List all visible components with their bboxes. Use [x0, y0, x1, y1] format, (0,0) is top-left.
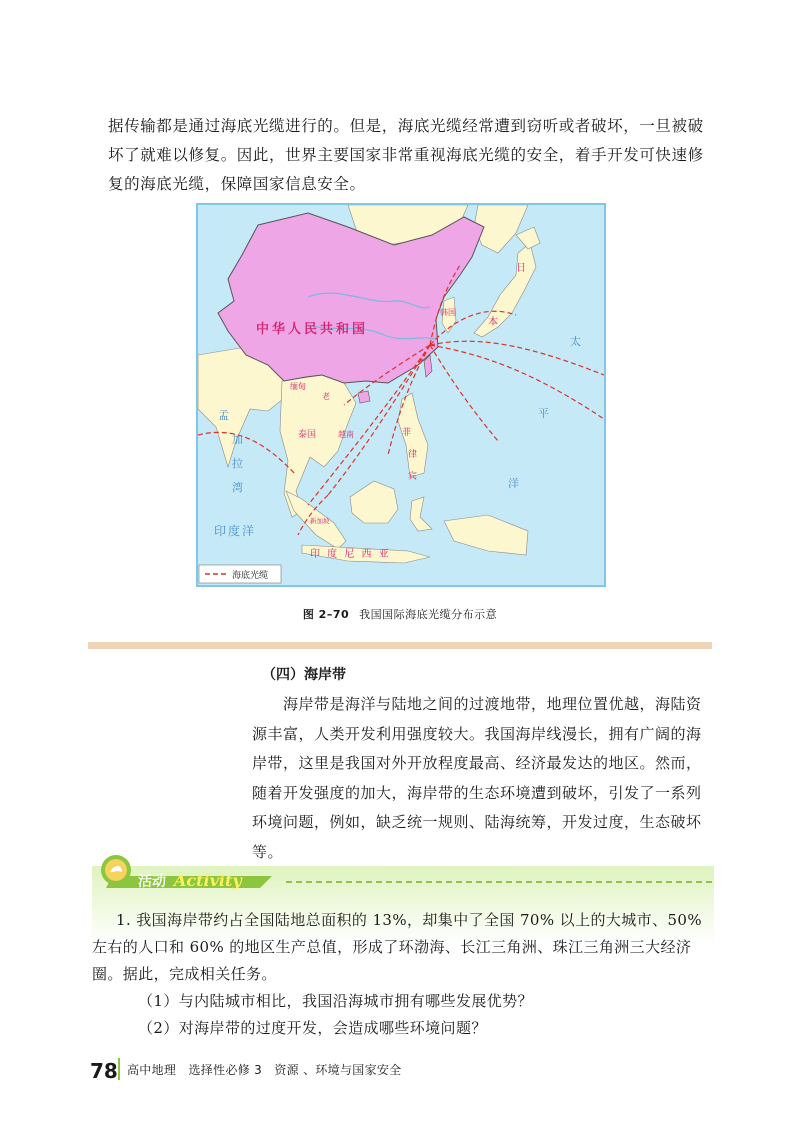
laos-label: 老 [322, 392, 330, 401]
activity-dashed-rule [286, 881, 712, 883]
borneo-land [350, 481, 398, 523]
philippines-label-3: 宾 [408, 472, 418, 482]
pacific-label-2: 平 [538, 407, 549, 420]
section-divider [88, 642, 712, 649]
figure-title: 我国国际海底光缆分布示意 [359, 608, 498, 621]
bengal-label-4: 湾 [232, 481, 243, 494]
figure-caption [0, 606, 800, 622]
japan-label-1: 日 [516, 263, 526, 274]
activity-question-1: （1）与内陆城市相比，我国沿海城市拥有哪些发展优势？ [138, 992, 533, 1010]
activity-banner [92, 846, 282, 890]
page-number: 78 [90, 1059, 118, 1083]
section-heading: （四）海岸带 [262, 667, 346, 683]
new-guinea-land [444, 515, 528, 555]
indian-ocean-label: 印度洋 [214, 524, 257, 538]
korea-label: 韩国 [440, 308, 456, 317]
japan-land [474, 243, 536, 337]
activity-label-en: Activity [174, 871, 242, 890]
thailand-label: 泰国 [298, 430, 317, 440]
japan-label-2: 本 [488, 317, 498, 328]
section-body: 海岸带是海洋与陆地之间的过渡地带，地理位置优越，海陆资源丰富，人类开发利用强度较大。我国海岸线漫长，拥有广阔的海岸带，这里是我国对外开放程度最高、经济最发达的地区。然而，随着开发强度的加大，海岸带的生态环境遭到破坏，引发了一系列环境问题，例如，缺乏统一规则、陆海统筹，开发过度，生态破坏等。 [252, 695, 702, 861]
vietnam-label: 越南 [338, 430, 354, 439]
figure-number: 图 2–70 [302, 608, 350, 621]
activity-item-1: 1. 我国海岸带约占全国陆地总面积的 13%，却集中了全国 70% 以上的大城市、50% 左右的人口和 60% 的地区生产总值，形成了环渤海、长江三角洲、珠江三角洲三大经济圈。据此，完成相关任务。 [92, 911, 703, 983]
cable-map [196, 203, 606, 587]
bengal-label-1: 孟 [218, 409, 229, 422]
china-label: 中华人民共和国 [256, 322, 369, 337]
activity-body [92, 907, 716, 1042]
activity-question-2: （2）对海岸带的过度开发，会造成哪些环境问题？ [138, 1019, 487, 1037]
intro-paragraph: 据传输都是通过海底光缆进行的。但是，海底光缆经常遭到窃听或者破坏，一旦被破坏了就难以修复。因此，世界主要国家非常重视海底光缆的安全，着手开发可快速修复的海底光缆，保障国家信息安全。 [108, 117, 704, 193]
singapore-label: 新加坡 [310, 517, 330, 525]
bengal-label-3: 拉 [232, 457, 243, 470]
pacific-label-1: 太 [570, 335, 581, 348]
legend-label: 海底光缆 [232, 571, 269, 581]
china-land [218, 213, 484, 383]
sulawesi-land [410, 497, 432, 531]
philippines-label-2: 律 [408, 450, 418, 460]
footer-divider [118, 1058, 120, 1080]
bengal-label-2: 加 [232, 433, 243, 446]
hokkaido-land [516, 227, 540, 249]
philippines-label-1: 菲 [402, 428, 412, 438]
indonesia-label: 印 度 尼 西 亚 [310, 549, 391, 560]
footer-text: 高中地理 选择性必修 3 资源 、环境与国家安全 [127, 1063, 402, 1077]
myanmar-label: 缅甸 [290, 382, 306, 391]
activity-label-cn: 活动 [138, 874, 166, 890]
pacific-label-3: 洋 [508, 477, 519, 490]
